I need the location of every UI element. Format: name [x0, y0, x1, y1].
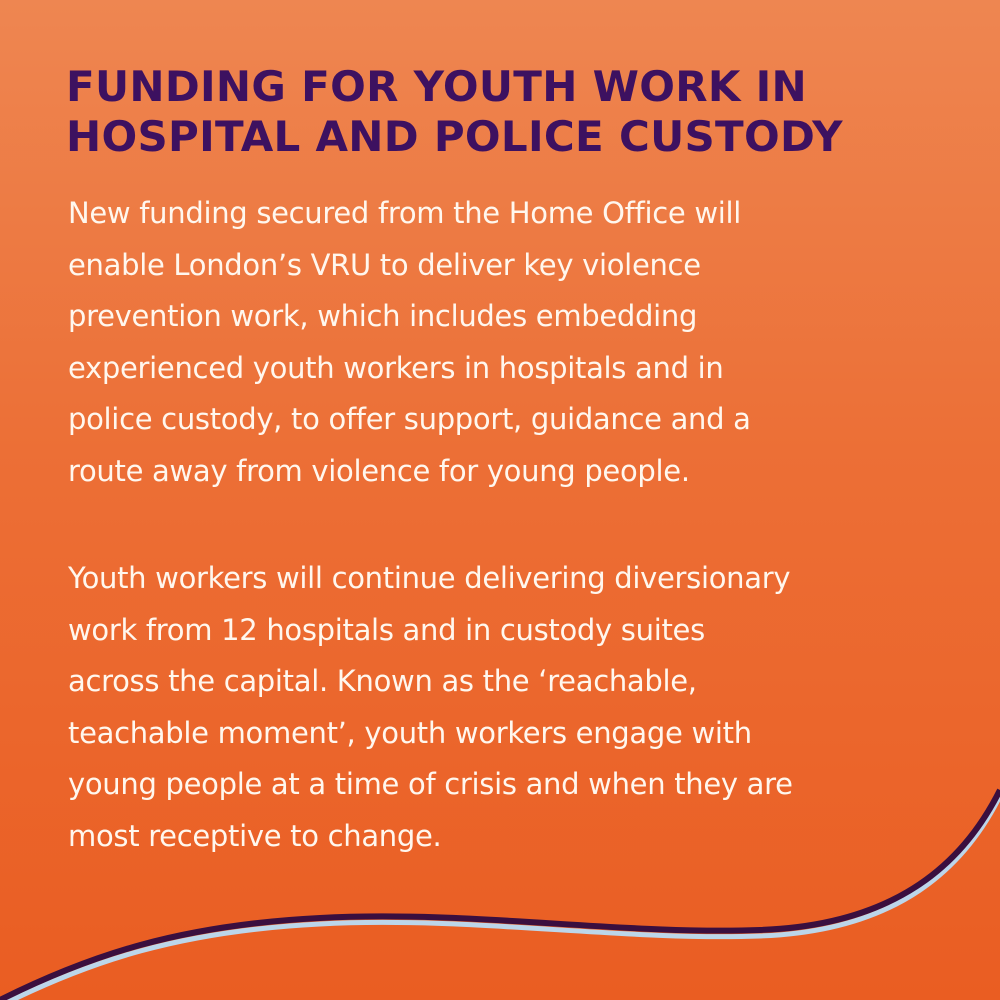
headline-line: FUNDING FOR YOUTH WORK IN: [66, 62, 808, 111]
paragraph-youth-workers: [68, 553, 968, 862]
paragraph-line: police custody, to offer support, guidance and a: [68, 402, 751, 436]
paragraph-line: experienced youth workers in hospitals and in: [68, 350, 724, 385]
paragraph-line: young people at a time of crisis and when they are: [68, 767, 793, 801]
paragraph-line: Youth workers will continue delivering diversionary: [68, 561, 791, 595]
paragraph-line: teachable moment’, youth workers engage with: [68, 715, 752, 750]
headline: [66, 62, 966, 162]
paragraph-line: route away from violence for young people.: [68, 453, 690, 488]
paragraph-line: work from 12 hospitals and in custody suites: [68, 612, 705, 647]
paragraph-funding: [68, 188, 968, 497]
paragraph-line: most receptive to change.: [68, 818, 442, 853]
headline-line: HOSPITAL AND POLICE CUSTODY: [66, 112, 843, 161]
paragraph-line: New funding secured from the Home Office will: [68, 196, 742, 230]
paragraph-line: enable London’s VRU to deliver key violence: [68, 247, 701, 282]
paragraph-line: prevention work, which includes embedding: [68, 299, 698, 333]
paragraph-line: across the capital. Known as the ‘reachable,: [68, 664, 697, 698]
